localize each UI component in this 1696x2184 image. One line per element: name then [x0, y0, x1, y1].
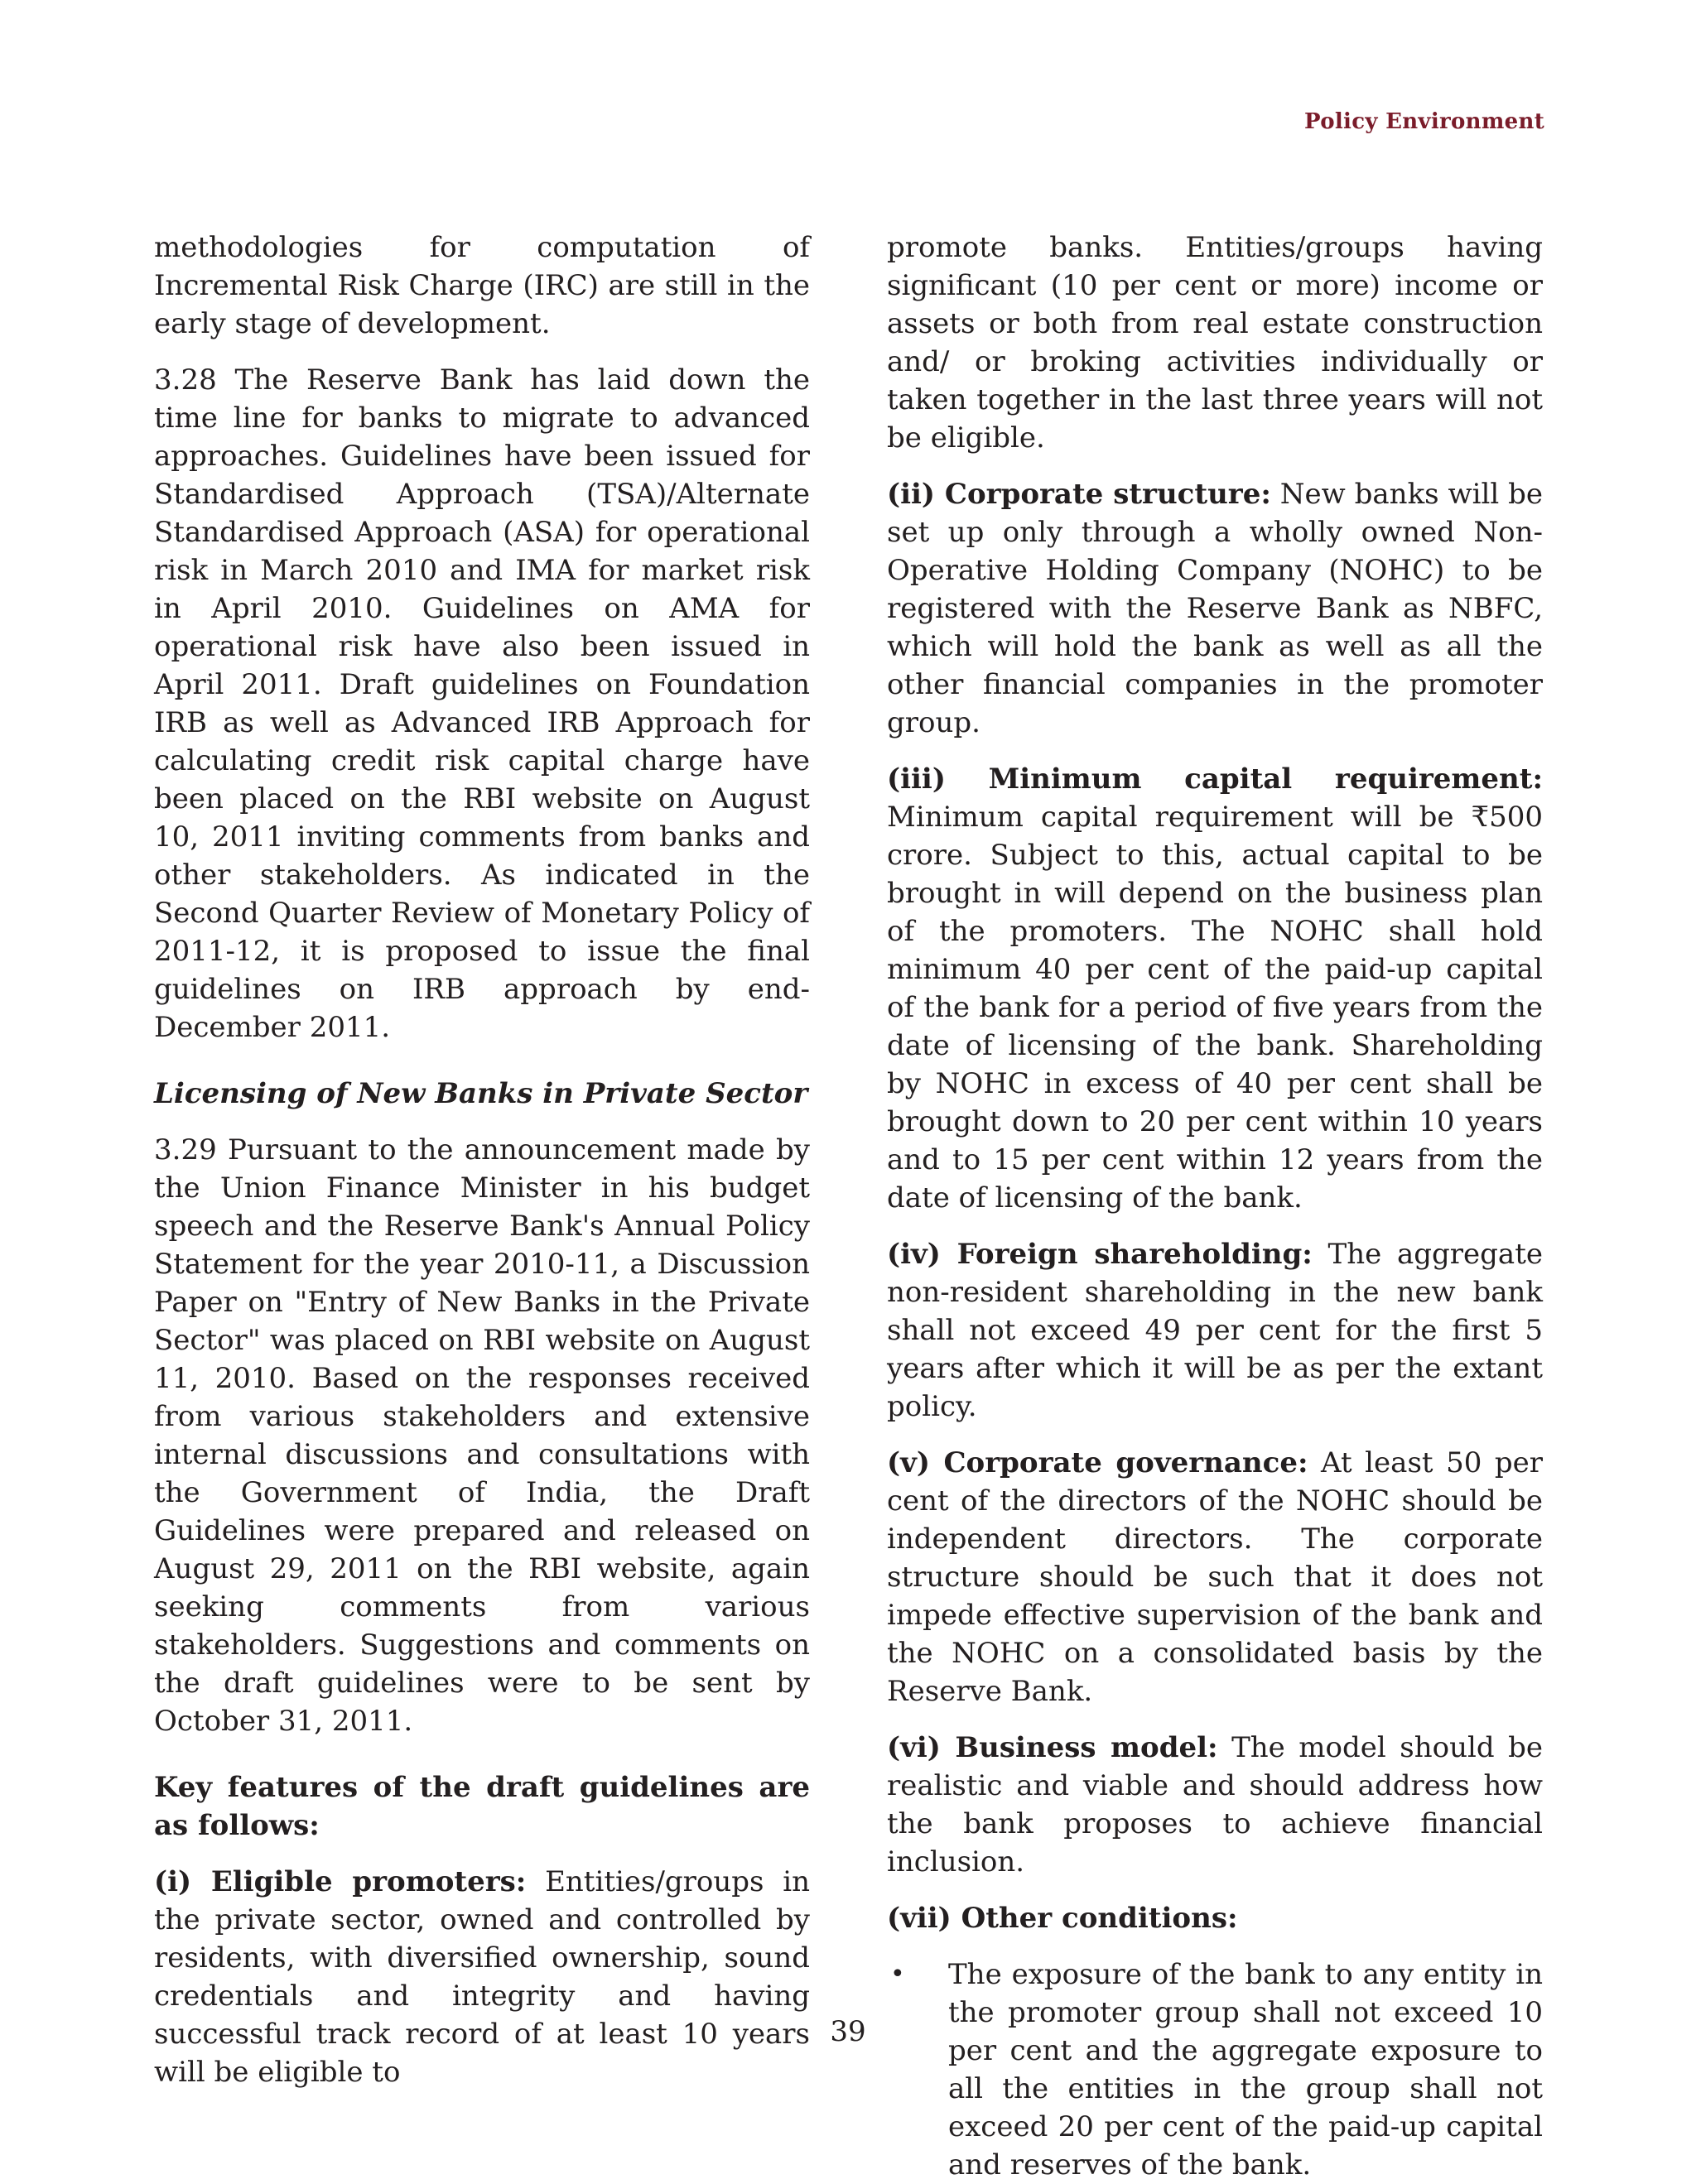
paragraph-continuation: methodologies for computation of Incremental Risk Charge (IRC) are still in the early stage of development. [154, 231, 810, 340]
item-label: (iv) Foreign shareholding: [887, 1238, 1313, 1271]
item-other-conditions-label: (vii) Other conditions: [887, 1902, 1238, 1935]
bullet-icon: • [890, 1960, 905, 1989]
item-label: (i) Eligible promoters: [154, 1865, 527, 1898]
item-text: Minimum capital requirement will be ₹500 crore. Subject to this, actual capital to be brought in will depend on the business plan of the promoters. The NOHC shall hold minimum 40 per cent of the paid-up capital of the bank for a period of five years from the date of licensing of the bank. Shareholding by NOHC in excess of 40 per cent shall be brought down to 20 per cent within 10 years and to 15 per cent within 12 years from the date of licensing of the bank. [887, 801, 1543, 1215]
paragraph-continuation-right: promote banks. Entities/groups having significant (10 per cent or more) income or assets or both from real estate construction and/ or broking activities individually or taken together in the last three years will not be eligible. [887, 231, 1543, 455]
page-number: 39 [830, 2015, 866, 2048]
item-label: (v) Corporate governance: [887, 1446, 1308, 1479]
item-text: At least 50 per cent of the directors of the NOHC should be independent directors. The corporate structure should be such that it does not impede effective supervision of the bank and the NOHC on a consolidated basis by the Reserve Bank. [887, 1446, 1543, 1708]
item-text: New banks will be set up only through a wholly owned Non-Operative Holding Company (NOHC) to be registered with the Reserve Bank as NBFC, which will hold the bank as well as all the other financial companies in the promoter group. [887, 478, 1543, 739]
item-text: The aggregate non-resident shareholding in the new bank shall not exceed 49 per cent for the first 5 years after which it will be as per the extant policy. [887, 1238, 1543, 1423]
list-item-text: The exposure of the bank to any entity in the promoter group shall not exceed 10 per cent and the aggregate exposure to all the entities in the group shall not exceed 20 per cent of the paid-up capital and reserves of the bank. [948, 1958, 1543, 2182]
list-item [887, 1955, 1543, 2184]
item-minimum-capital [887, 760, 1543, 1217]
paragraph-3-29: 3.29 Pursuant to the announcement made by the Union Finance Minister in his budget speech and the Reserve Bank's Annual Policy Statement for the year 2010-11, a Discussion Paper on "Entry of New Banks in the Private Sector" was placed on RBI website on August 11, 2010. Based on the responses received from various stakeholders and extensive internal discussions and consultations with the Government of India, the Draft Guidelines were prepared and released on August 29, 2011 on the RBI website, again seeking comments from various stakeholders. Suggestions and comments on the draft guidelines were to be sent by October 31, 2011. [154, 1133, 810, 1738]
running-head: Policy Environment [1304, 109, 1544, 134]
key-features-heading: Key features of the draft guidelines are as follows: [154, 1771, 810, 1842]
item-foreign-shareholding [887, 1235, 1543, 1426]
section-heading-licensing: Licensing of New Banks in Private Sector [154, 1077, 808, 1110]
paragraph-3-28: 3.28 The Reserve Bank has laid down the time line for banks to migrate to advanced approaches. Guidelines have been issued for Standardised Approach (TSA)/Alternate Standardised Approach (ASA) for operational risk in March 2010 and IMA for market risk in April 2010. Guidelines on AMA for operational risk have also been issued in April 2011. Draft guidelines on Foundation IRB as well as Advanced IRB Approach for calculating credit risk capital charge have been placed on the RBI website on August 10, 2011 inviting comments from banks and other stakeholders. As indicated in the Second Quarter Review of Monetary Policy of 2011-12, it is proposed to issue the final guidelines on IRB approach by end-December 2011. [154, 363, 810, 1044]
item-label: (vi) Business model: [887, 1731, 1218, 1764]
left-column [154, 229, 810, 2109]
item-business-model [887, 1729, 1543, 1881]
item-corporate-governance [887, 1444, 1543, 1710]
other-conditions-list [887, 1955, 1543, 2184]
item-text: Entities/groups in the private sector, owned and controlled by residents, with diversified ownership, sound credentials and integrity and having successful track record of at least 10 years will be eligible to [154, 1865, 810, 2089]
right-column [887, 229, 1543, 2184]
item-eligible-promoters [154, 1863, 810, 2091]
item-corporate-structure [887, 475, 1543, 742]
item-text: The model should be realistic and viable and should address how the bank proposes to achieve financial inclusion. [887, 1731, 1543, 1879]
item-label: (iii) Minimum capital requirement: [887, 762, 1543, 796]
item-label: (ii) Corporate structure: [887, 478, 1271, 511]
